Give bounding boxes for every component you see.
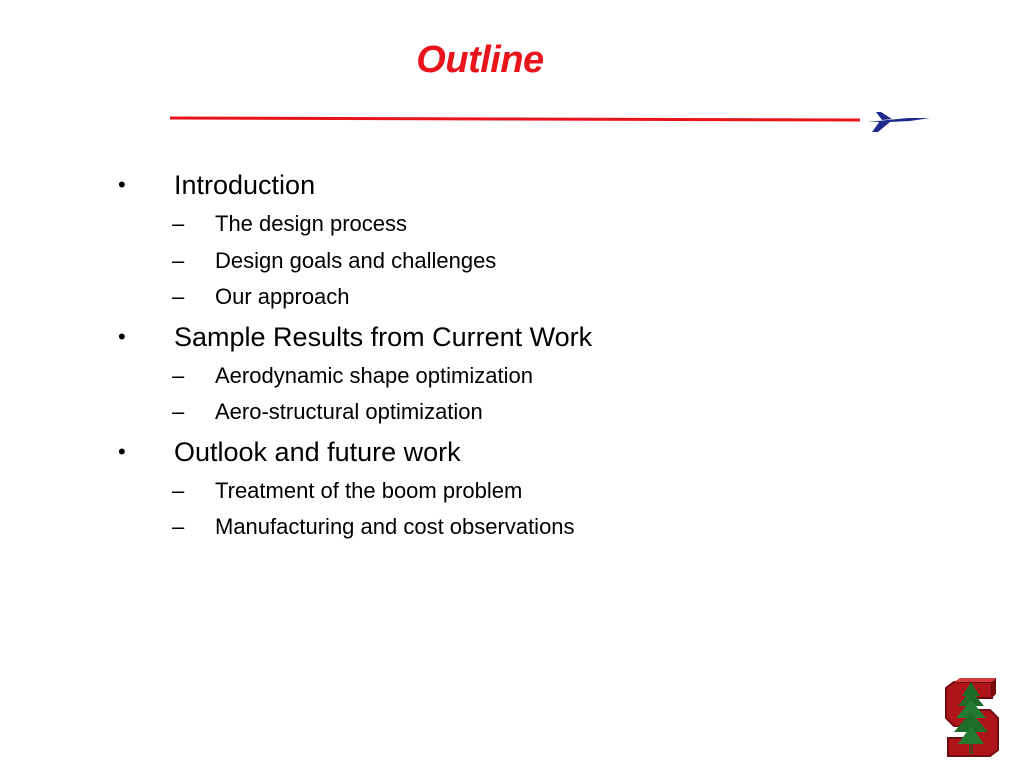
dash-marker: – bbox=[172, 362, 185, 388]
dash-marker: – bbox=[172, 211, 185, 236]
divider-line bbox=[170, 118, 860, 120]
dash-marker: – bbox=[172, 477, 185, 503]
title-rule bbox=[168, 108, 938, 132]
outline-list bbox=[118, 164, 918, 546]
dash-marker: – bbox=[172, 247, 185, 273]
outline-subitem bbox=[118, 473, 918, 510]
outline-subitem-label: Design goals and challenges bbox=[215, 247, 497, 273]
jet-icon bbox=[868, 112, 930, 132]
outline-subitem-label: Aero-structural optimization bbox=[215, 399, 483, 424]
outline-item-label: Outlook and future work bbox=[174, 436, 461, 467]
outline-item bbox=[118, 164, 918, 206]
outline-subitem-label: Manufacturing and cost observations bbox=[215, 514, 575, 539]
slide-title: Outline bbox=[416, 39, 544, 81]
stanford-logo-icon bbox=[940, 676, 1000, 758]
outline-subitem-label: Treatment of the boom problem bbox=[215, 477, 523, 503]
dash-marker: – bbox=[172, 514, 185, 539]
outline-item-label: Introduction bbox=[174, 170, 316, 200]
outline-subitem-label: Aerodynamic shape optimization bbox=[215, 362, 533, 388]
outline-subitem-label: The design process bbox=[215, 211, 407, 236]
outline-subitem bbox=[118, 206, 918, 243]
dash-marker: – bbox=[172, 284, 185, 309]
outline-item-label: Sample Results from Current Work bbox=[174, 321, 593, 352]
outline-item bbox=[118, 431, 918, 473]
outline-subitem bbox=[118, 509, 918, 546]
outline-item bbox=[118, 316, 918, 358]
outline-subitem bbox=[118, 243, 918, 280]
bullet-marker: • bbox=[118, 323, 126, 349]
outline-subitem-label: Our approach bbox=[215, 284, 350, 309]
outline-subitem bbox=[118, 394, 918, 431]
dash-marker: – bbox=[172, 399, 185, 424]
outline-subitem bbox=[118, 279, 918, 316]
bullet-marker: • bbox=[118, 438, 126, 464]
bullet-marker: • bbox=[118, 172, 126, 197]
outline-subitem bbox=[118, 358, 918, 395]
